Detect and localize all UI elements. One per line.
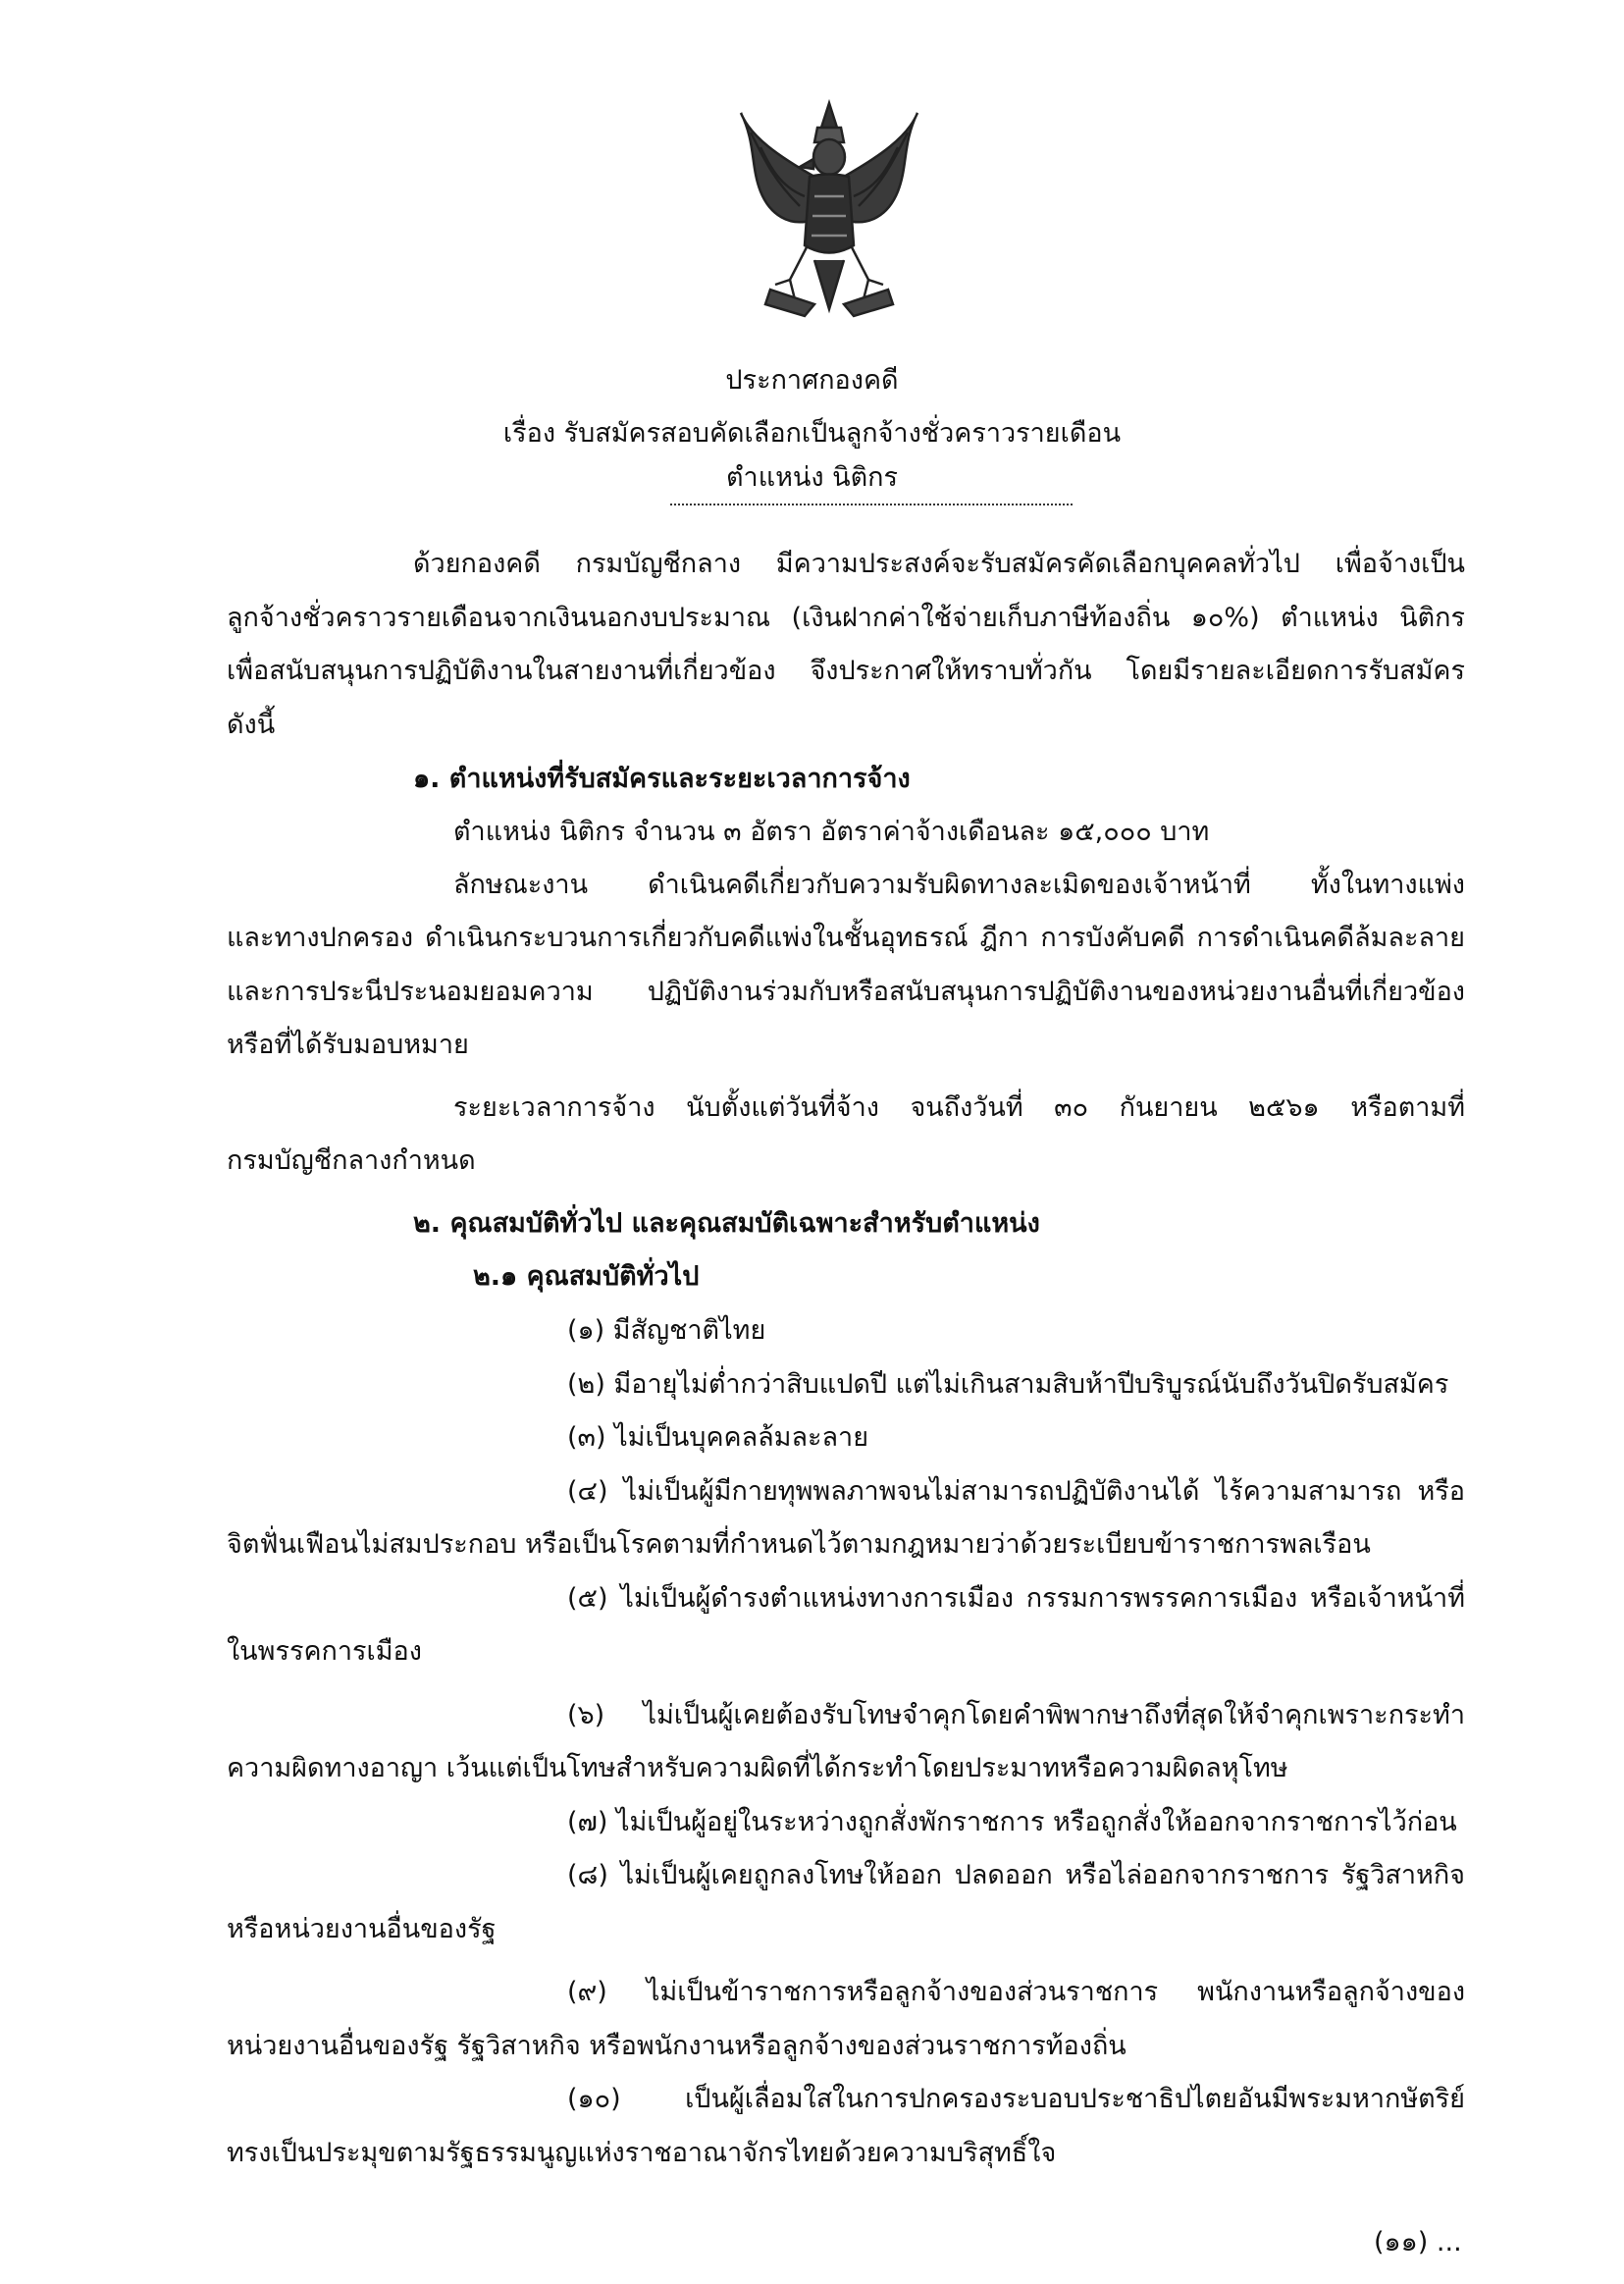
page-continuation: (๑๑) ... (1374, 2227, 1462, 2257)
notice-title: ประกาศกองคดี (725, 365, 899, 396)
qualification-item-cont: จิตฟั่นเฟือนไม่สมประกอบ หรือเป็นโรคตามที่กำหนดไว้ตามกฎหมายว่าด้วยระเบียบข้าราชการพลเรือน (227, 1529, 1371, 1560)
garuda-emblem-icon (731, 98, 927, 324)
section2-sub-heading: ๒.๑ คุณสมบัติทั่วไป (473, 1261, 700, 1292)
notice-subject: เรื่อง รับสมัครสอบคัดเลือกเป็นลูกจ้างชั่วคราวรายเดือน (502, 418, 1122, 449)
divider-dotted (670, 504, 1073, 505)
qualification-item-cont: ในพรรคการเมือง (227, 1636, 422, 1667)
section1-period-line: กรมบัญชีกลางกำหนด (227, 1145, 476, 1176)
section1-duties-line: และทางปกครอง ดำเนินกระบวนการเกี่ยวกับคดีแพ่งในชั้นอุทธรณ์ ฎีกา การบังคับคดี การดำเนินคดีล้มละลาย (227, 923, 1465, 953)
qualification-item-cont: หรือหน่วยงานอื่นของรัฐ (227, 1914, 497, 1944)
qualification-item: (๗) ไม่เป็นผู้อยู่ในระหว่างถูกสั่งพักราชการ หรือถูกสั่งให้ออกจากราชการไว้ก่อน (567, 1807, 1457, 1837)
qualification-item: (๔) ไม่เป็นผู้มีกายทุพพลภาพจนไม่สามารถปฏิบัติงานได้ ไร้ความสามารถ หรือ (567, 1476, 1465, 1507)
section1-duties-line: หรือที่ได้รับมอบหมาย (227, 1030, 469, 1060)
section1-duties-line: และการประนีประนอมยอมความ ปฏิบัติงานร่วมกับหรือสนับสนุนการปฏิบัติงานของหน่วยงานอื่นที่เกี่ยวข้อง (227, 977, 1465, 1007)
qualification-item-cont: ความผิดทางอาญา เว้นแต่เป็นโทษสำหรับความผิดที่ได้กระทำโดยประมาทหรือความผิดลหุโทษ (227, 1753, 1288, 1783)
notice-position: ตำแหน่ง นิติกร (726, 462, 898, 493)
intro-line: เพื่อสนับสนุนการปฏิบัติงานในสายงานที่เกี่ยวข้อง จึงประกาศให้ทราบทั่วกัน โดยมีรายละเอียดการรับสมัคร (227, 656, 1465, 686)
qualification-item-cont: หน่วยงานอื่นของรัฐ รัฐวิสาหกิจ หรือพนักงานหรือลูกจ้างของส่วนราชการท้องถิ่น (227, 2031, 1126, 2061)
intro-line: ลูกจ้างชั่วคราวรายเดือนจากเงินนอกงบประมาณ (เงินฝากค่าใช้จ่ายเก็บภาษีท้องถิ่น ๑๐%) ตำแหน่ง นิติกร (227, 603, 1465, 633)
qualification-item: (๑) มีสัญชาติไทย (567, 1315, 766, 1346)
qualification-item: (๑๐) เป็นผู้เลื่อมใสในการปกครองระบอบประชาธิปไตยอันมีพระมหากษัตริย์ (567, 2084, 1465, 2114)
qualification-item: (๕) ไม่เป็นผู้ดำรงตำแหน่งทางการเมือง กรรมการพรรคการเมือง หรือเจ้าหน้าที่ (567, 1583, 1465, 1614)
section1-duties-line: ลักษณะงาน ดำเนินคดีเกี่ยวกับความรับผิดทางละเมิดของเจ้าหน้าที่ ทั้งในทางแพ่ง (453, 870, 1465, 900)
qualification-item-cont: ทรงเป็นประมุขตามรัฐธรรมนูญแห่งราชอาณาจักรไทยด้วยความบริสุทธิ์ใจ (227, 2138, 1057, 2168)
qualification-item: (๖) ไม่เป็นผู้เคยต้องรับโทษจำคุกโดยคำพิพากษาถึงที่สุดให้จำคุกเพราะกระทำ (567, 1700, 1465, 1730)
qualification-item: (๒) มีอายุไม่ต่ำกว่าสิบแปดปี แต่ไม่เกินสามสิบห้าปีบริบูรณ์นับถึงวันปิดรับสมัคร (567, 1369, 1449, 1400)
section1-heading: ๑. ตำแหน่งที่รับสมัครและระยะเวลาการจ้าง (413, 764, 911, 794)
section2-heading: ๒. คุณสมบัติทั่วไป และคุณสมบัติเฉพาะสำหรับตำแหน่ง (413, 1208, 1040, 1239)
qualification-item: (๓) ไม่เป็นบุคคลล้มละลาย (567, 1422, 869, 1453)
intro-line: ดังนี้ (227, 710, 276, 740)
qualification-item: (๙) ไม่เป็นข้าราชการหรือลูกจ้างของส่วนราชการ พนักงานหรือลูกจ้างของ (567, 1977, 1465, 2007)
section1-position-line: ตำแหน่ง นิติกร จำนวน ๓ อัตรา อัตราค่าจ้างเดือนละ ๑๕,๐๐๐ บาท (453, 817, 1210, 847)
intro-line: ด้วยกองคดี กรมบัญชีกลาง มีความประสงค์จะรับสมัครคัดเลือกบุคคลทั่วไป เพื่อจ้างเป็น (413, 549, 1465, 579)
section1-period-line: ระยะเวลาการจ้าง นับตั้งแต่วันที่จ้าง จนถึงวันที่ ๓๐ กันยายน ๒๕๖๑ หรือตามที่ (453, 1092, 1465, 1123)
qualification-item: (๘) ไม่เป็นผู้เคยถูกลงโทษให้ออก ปลดออก หรือไล่ออกจากราชการ รัฐวิสาหกิจ (567, 1860, 1465, 1890)
